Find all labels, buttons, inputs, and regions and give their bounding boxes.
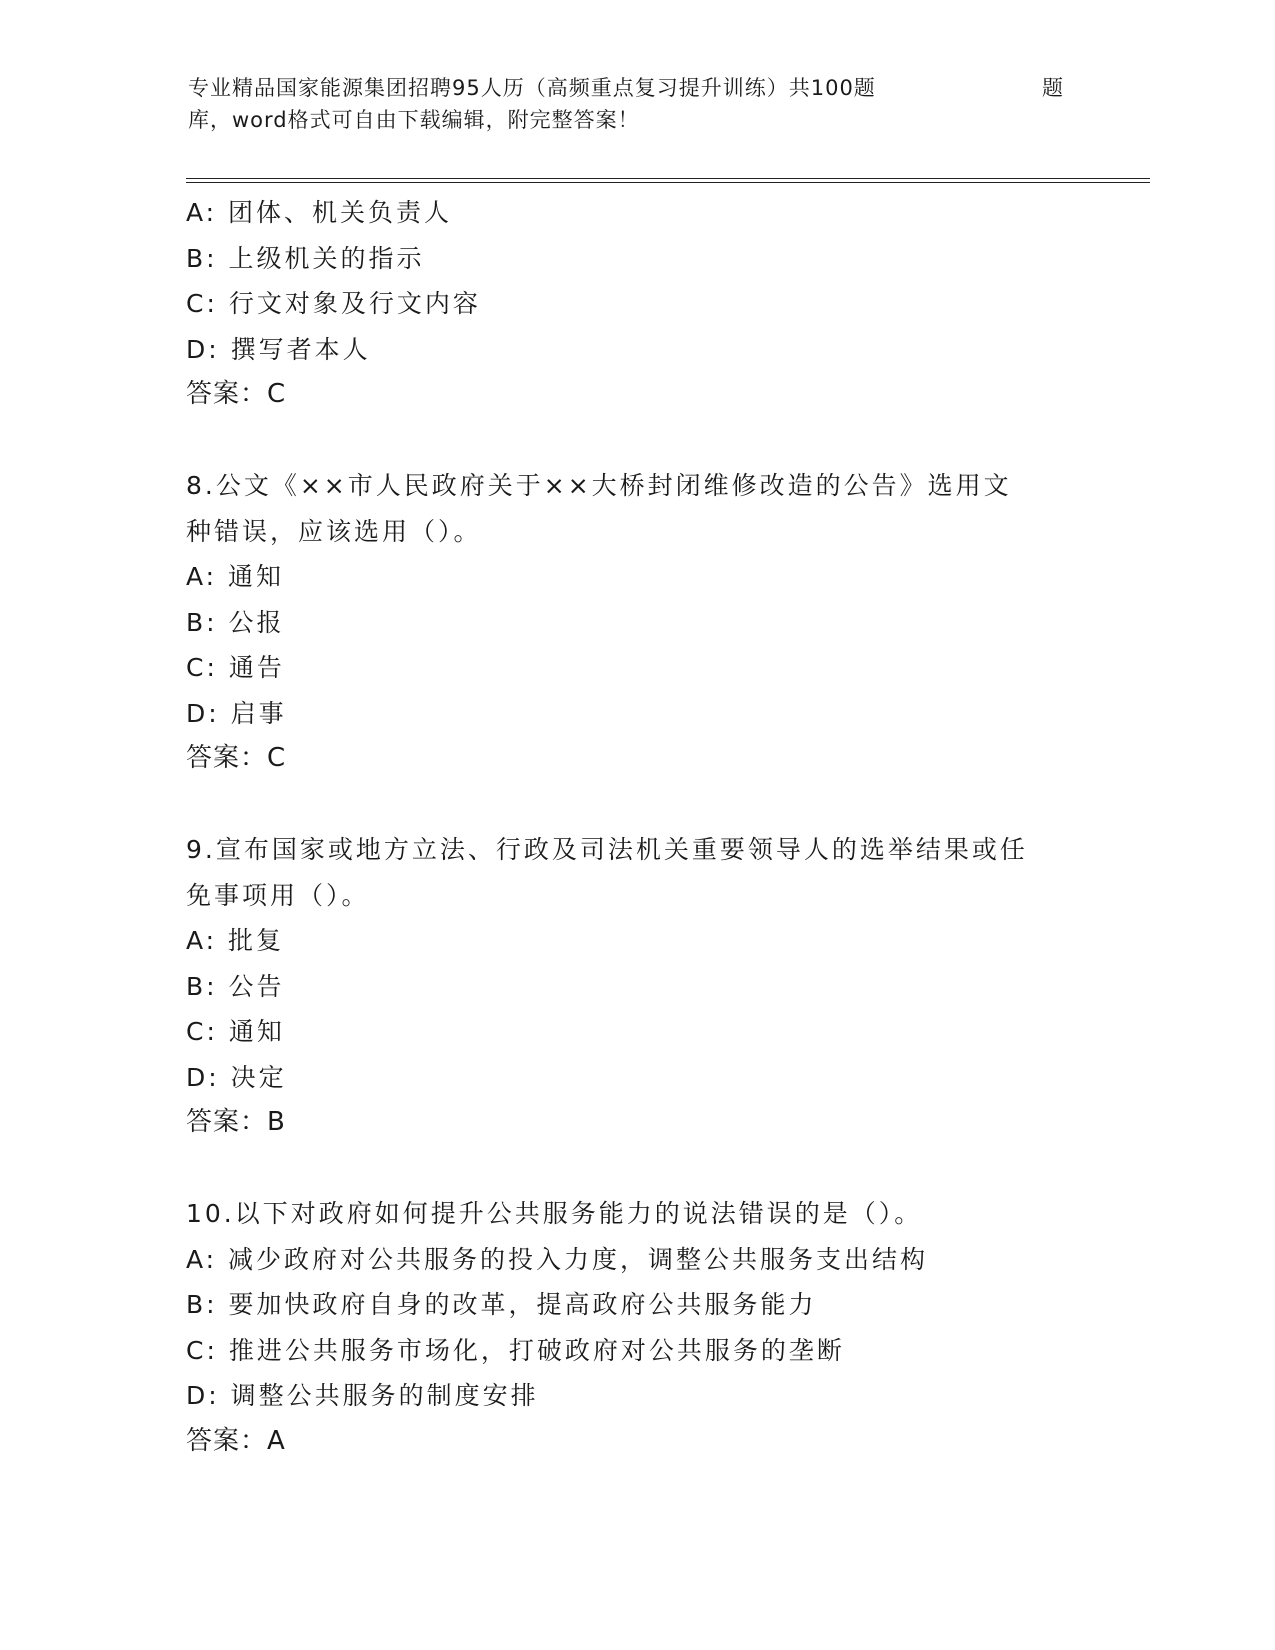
header-line-2: 库，word格式可自由下载编辑，附完整答案！: [188, 108, 640, 132]
option-c: C: 通知: [186, 1017, 285, 1046]
option-c: C: 行文对象及行文内容: [186, 289, 481, 318]
option-d: D: 启事: [186, 698, 287, 728]
spacer: [186, 1146, 1086, 1192]
answer: 答案：C: [186, 743, 287, 773]
question-stem-line-1: 9.宣布国家或地方立法、行政及司法机关重要领导人的选举结果或任: [186, 835, 1028, 864]
option-a: A: 团体、机关负责人: [186, 198, 453, 227]
question-stem-line-2: 免事项用（）。: [186, 880, 370, 910]
answer: 答案：C: [186, 379, 287, 409]
option-d: D: 决定: [186, 1062, 287, 1092]
option-a: A: 批复: [186, 926, 285, 955]
spacer: [186, 782, 1086, 828]
question-7: [186, 190, 1086, 418]
option-b: B: 上级机关的指示: [186, 243, 425, 273]
option-a: A: 通知: [186, 562, 285, 591]
option-c: C: 推进公共服务市场化，打破政府对公共服务的垄断: [186, 1335, 845, 1365]
option-d: D: 调整公共服务的制度安排: [186, 1381, 539, 1410]
header-line-1-tail: 题: [1042, 76, 1063, 100]
option-b: B: 要加快政府自身的改革，提高政府公共服务能力: [186, 1290, 817, 1319]
question-10: [186, 1191, 1086, 1464]
spacer: [186, 418, 1086, 464]
option-c: C: 通告: [186, 653, 285, 682]
question-stem-line-2: 种错误，应该选用（）。: [186, 516, 482, 546]
answer: 答案：B: [186, 1107, 286, 1137]
header-line-1: 专业精品国家能源集团招聘95人历（高频重点复习提升训练）共100题: [188, 76, 876, 100]
question-9: [186, 827, 1086, 1146]
answer: 答案：A: [186, 1425, 286, 1456]
header-divider: [186, 178, 1150, 183]
page-header: [188, 72, 1088, 136]
option-a: A: 减少政府对公共服务的投入力度，调整公共服务支出结构: [186, 1244, 929, 1274]
option-b: B: 公报: [186, 607, 285, 637]
question-stem-line-1: 10.以下对政府如何提升公共服务能力的说法错误的是（）。: [186, 1199, 923, 1228]
question-list: [186, 190, 1086, 1464]
question-8: [186, 463, 1086, 782]
option-b: B: 公告: [186, 971, 285, 1001]
question-stem-line-1: 8.公文《××市人民政府关于××大桥封闭维修改造的公告》选用文: [186, 471, 1012, 500]
option-d: D: 撰写者本人: [186, 334, 371, 364]
